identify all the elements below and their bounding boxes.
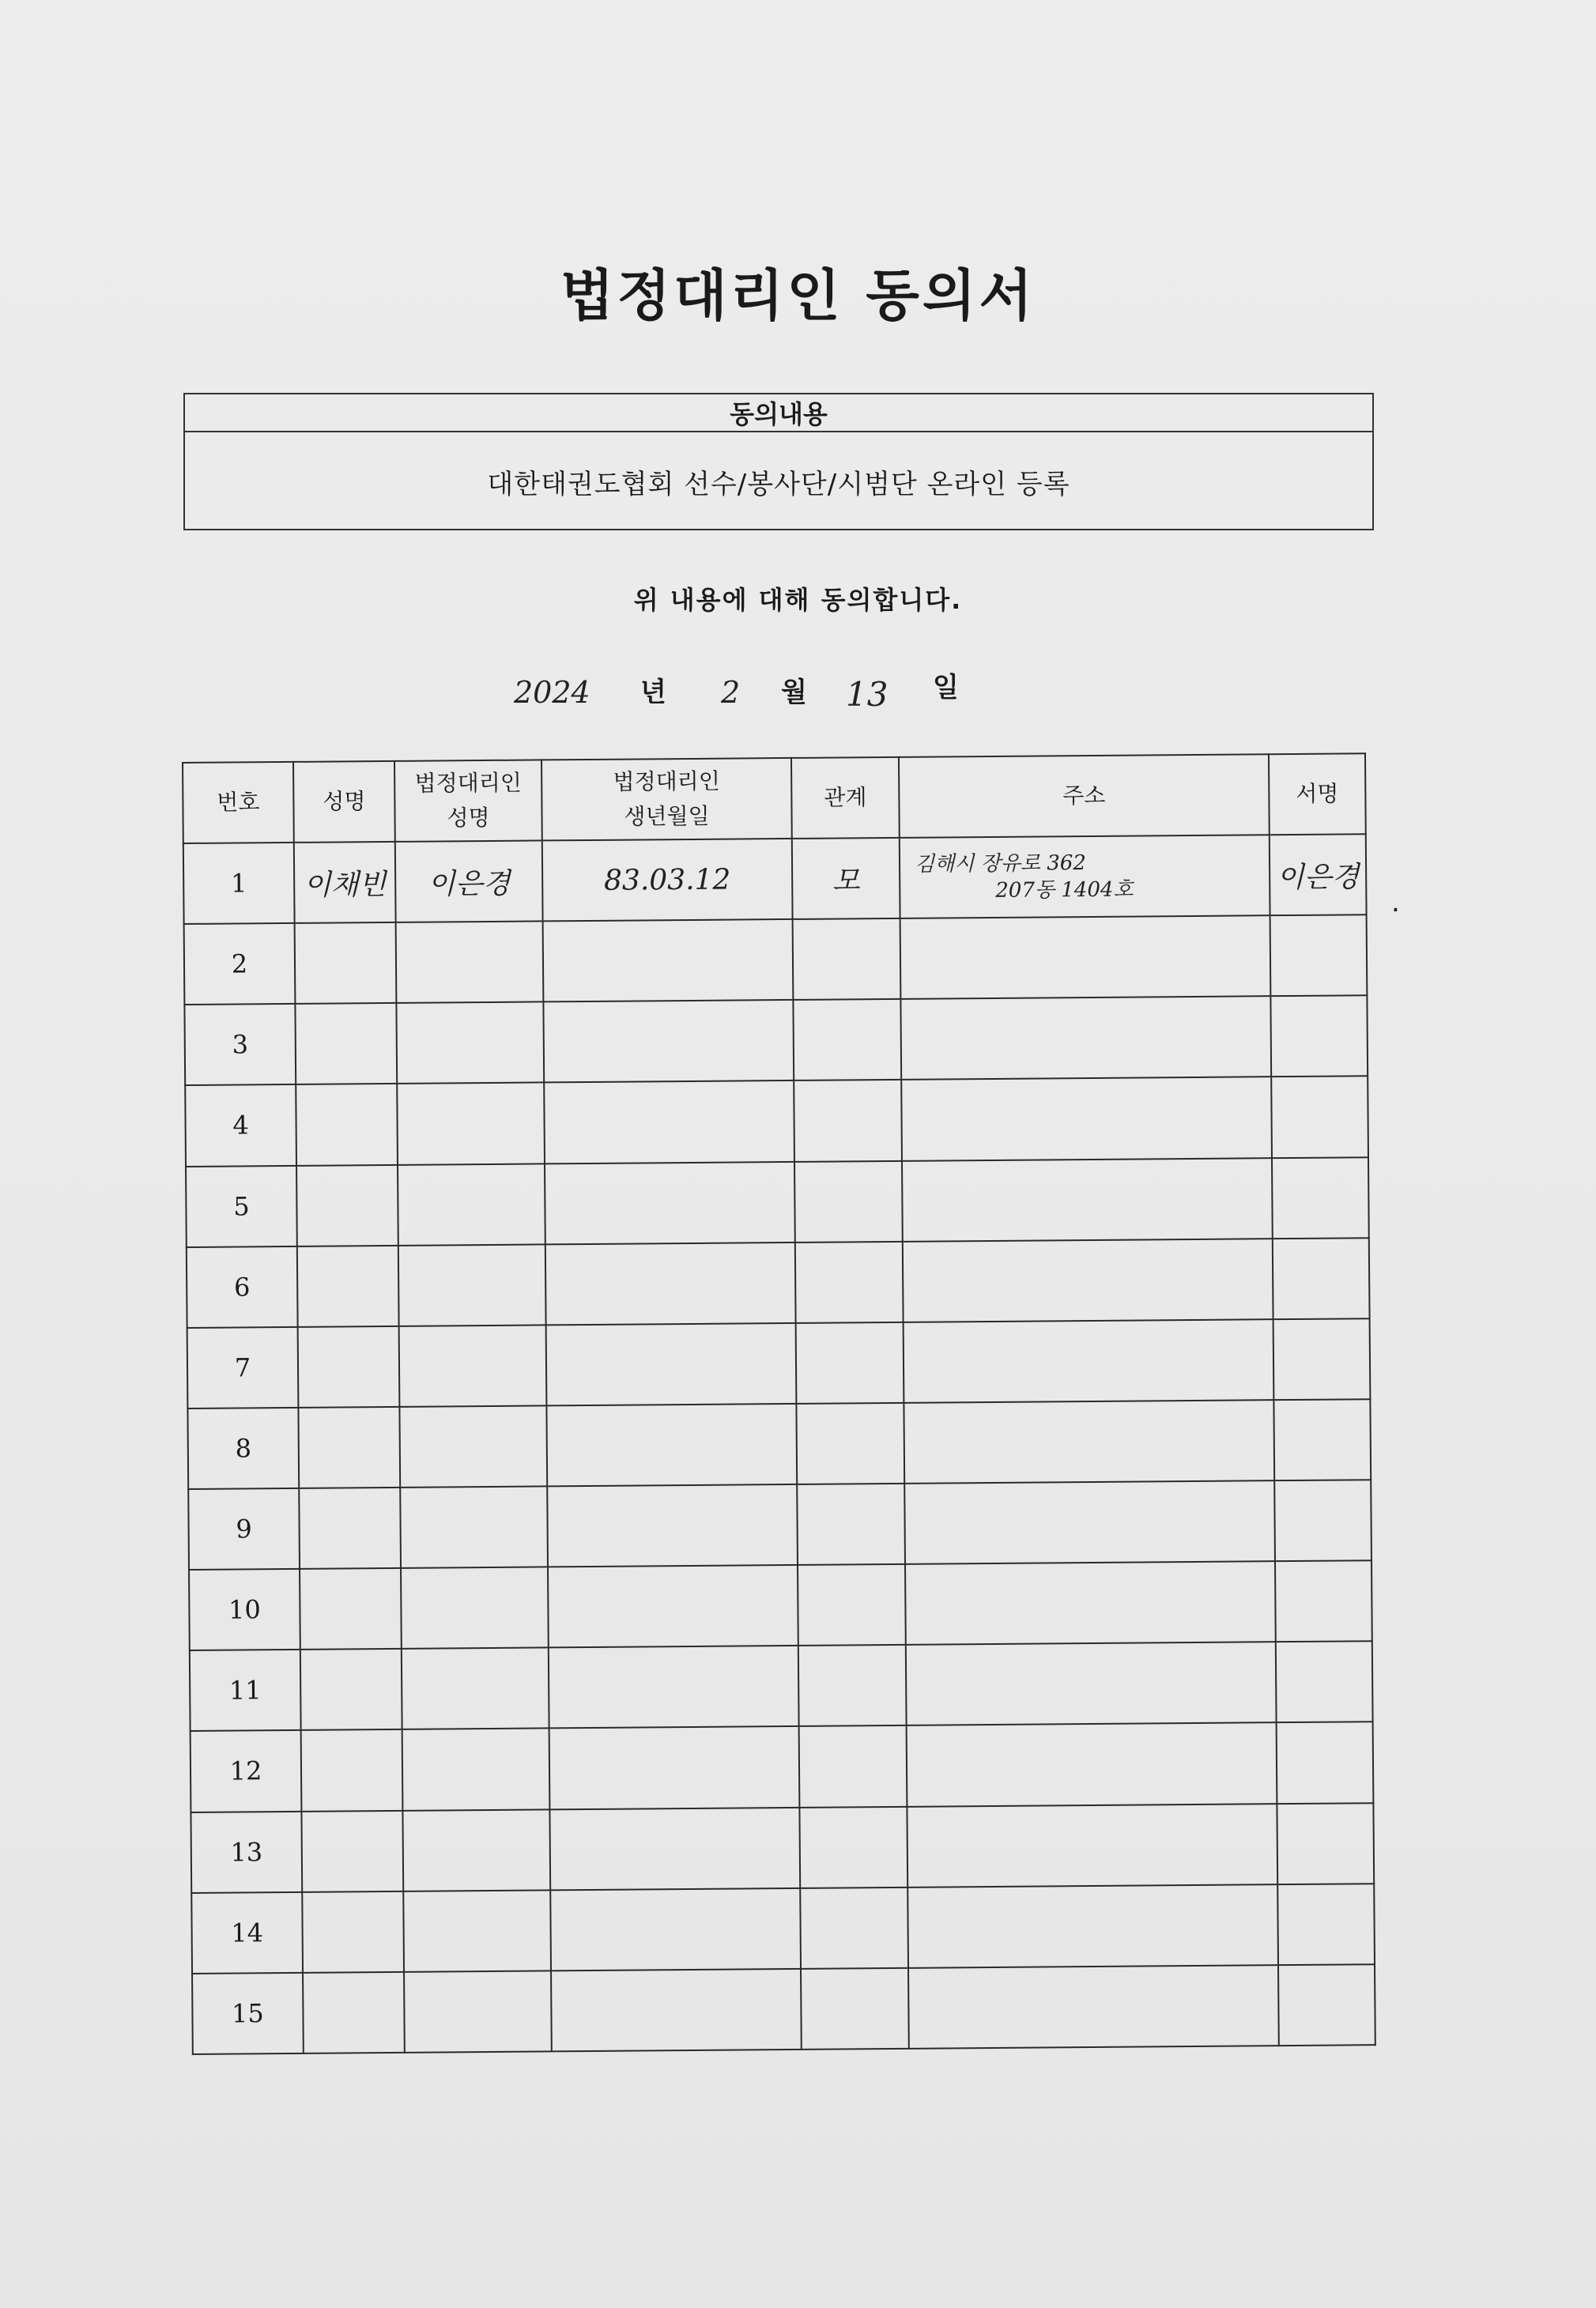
row-address bbox=[904, 1480, 1275, 1564]
row-name bbox=[300, 1649, 402, 1730]
row-signature bbox=[1277, 1803, 1374, 1884]
header-signature: 서명 bbox=[1269, 753, 1366, 835]
row-guardian-birth bbox=[545, 1243, 796, 1326]
address-line-2 bbox=[909, 2005, 1277, 2008]
address-line-2 bbox=[902, 1037, 1270, 1040]
consent-text: 대한태권도협회 선수/봉사단/시범단 온라인 등록 bbox=[487, 468, 1070, 500]
guardian-table bbox=[182, 752, 1375, 2055]
row-name bbox=[296, 1084, 398, 1165]
header-address: 주소 bbox=[899, 754, 1270, 838]
row-address bbox=[900, 835, 1270, 918]
row-guardian-birth bbox=[544, 1080, 794, 1163]
table-row bbox=[190, 1641, 1373, 1731]
address-line-1 bbox=[903, 1118, 1271, 1121]
header-no: 번호 bbox=[183, 762, 294, 843]
row-relation bbox=[796, 1322, 904, 1404]
row-signature bbox=[1271, 1077, 1368, 1158]
row-guardian-birth bbox=[547, 1484, 798, 1567]
row-guardian-name bbox=[396, 1002, 544, 1084]
row-guardian-birth bbox=[543, 1000, 794, 1083]
row-guardian-name bbox=[398, 1163, 545, 1246]
row-name: 이채빈 bbox=[294, 842, 396, 923]
table-row bbox=[183, 834, 1367, 924]
address-line-2 bbox=[907, 1763, 1276, 1767]
address-line-1 bbox=[906, 1521, 1274, 1524]
row-signature bbox=[1270, 915, 1368, 996]
date-line bbox=[514, 670, 1146, 718]
row-signature bbox=[1274, 1480, 1372, 1561]
date-year-value: 2024 bbox=[514, 675, 590, 710]
row-guardian-birth bbox=[551, 1969, 802, 2052]
row-guardian-name bbox=[399, 1405, 547, 1488]
table-header-row bbox=[183, 753, 1366, 843]
date-month-value: 2 bbox=[721, 675, 741, 710]
row-number: 5 bbox=[186, 1165, 297, 1246]
row-name bbox=[301, 1810, 403, 1891]
row-number: 13 bbox=[191, 1811, 302, 1892]
row-signature bbox=[1270, 995, 1368, 1077]
row-name bbox=[298, 1326, 400, 1408]
row-guardian-name bbox=[399, 1325, 547, 1407]
row-guardian-birth bbox=[546, 1323, 797, 1406]
address-line-1 bbox=[903, 1198, 1271, 1201]
row-signature bbox=[1277, 1722, 1374, 1804]
row-guardian-name bbox=[400, 1486, 548, 1568]
row-name bbox=[295, 922, 397, 1004]
row-signature bbox=[1273, 1238, 1370, 1319]
page-title: 법정대리인 동의서 bbox=[560, 263, 1036, 328]
row-address bbox=[900, 915, 1271, 999]
row-relation bbox=[793, 918, 901, 1000]
address-line-2 bbox=[904, 1360, 1273, 1363]
row-number: 11 bbox=[190, 1650, 301, 1731]
address-line-1 bbox=[907, 1682, 1275, 1685]
row-address bbox=[901, 1077, 1272, 1161]
row-signature bbox=[1278, 1964, 1375, 2046]
address-line-1 bbox=[902, 1037, 1270, 1040]
address-line-2 bbox=[901, 956, 1270, 959]
row-guardian-birth bbox=[549, 1726, 800, 1809]
date-month-label: 월 bbox=[781, 677, 807, 708]
address-line-1 bbox=[905, 1440, 1273, 1443]
table-row bbox=[191, 1803, 1374, 1893]
address-line-2 bbox=[904, 1279, 1272, 1282]
row-guardian-birth bbox=[549, 1807, 800, 1890]
row-guardian-name bbox=[397, 1083, 545, 1165]
row-number: 8 bbox=[187, 1408, 299, 1489]
header-name: 성명 bbox=[293, 761, 395, 843]
row-guardian-birth bbox=[550, 1888, 801, 1971]
row-number: 1 bbox=[183, 843, 295, 924]
table-row bbox=[191, 1722, 1374, 1812]
address-line-2 bbox=[908, 1844, 1277, 1847]
row-guardian-name bbox=[402, 1809, 550, 1891]
row-signature: 이은경 bbox=[1270, 834, 1367, 915]
row-relation bbox=[798, 1564, 906, 1646]
row-address bbox=[907, 1723, 1277, 1807]
table-row bbox=[185, 1077, 1368, 1167]
table-row bbox=[187, 1238, 1370, 1328]
row-relation: 모 bbox=[792, 838, 900, 919]
row-guardian-birth bbox=[548, 1565, 798, 1648]
row-number: 3 bbox=[184, 1004, 296, 1085]
row-address bbox=[907, 1804, 1277, 1888]
row-name bbox=[297, 1245, 399, 1326]
row-name bbox=[300, 1568, 402, 1650]
row-guardian-birth: 83.03.12 bbox=[542, 839, 793, 922]
row-relation bbox=[801, 1968, 909, 2050]
table-row bbox=[186, 1157, 1369, 1247]
row-relation bbox=[796, 1403, 904, 1484]
table-row bbox=[191, 1884, 1375, 1974]
row-guardian-name bbox=[401, 1567, 549, 1650]
table-row bbox=[192, 1964, 1375, 2054]
row-relation bbox=[799, 1806, 907, 1888]
row-guardian-name bbox=[398, 1244, 546, 1326]
address-line-2 bbox=[903, 1198, 1271, 1201]
row-signature bbox=[1273, 1399, 1371, 1480]
row-guardian-birth bbox=[543, 919, 794, 1002]
date-day-label: 일 bbox=[933, 672, 959, 703]
date-day-value: 13 bbox=[846, 675, 889, 714]
row-relation bbox=[794, 1160, 903, 1242]
row-name bbox=[295, 1003, 397, 1084]
address-line-1 bbox=[909, 1925, 1277, 1928]
row-signature bbox=[1275, 1560, 1372, 1642]
row-guardian-birth bbox=[545, 1161, 795, 1244]
address-line-2 bbox=[906, 1601, 1274, 1605]
row-relation bbox=[794, 1080, 902, 1161]
header-relation: 관계 bbox=[791, 757, 900, 839]
header-guardian-birth: 법정대리인 생년월일 bbox=[541, 758, 792, 840]
address-line-1 bbox=[908, 1844, 1277, 1847]
table-row bbox=[187, 1399, 1371, 1489]
stray-mark: . bbox=[1391, 887, 1400, 918]
row-address bbox=[902, 1158, 1273, 1242]
row-address bbox=[904, 1319, 1274, 1403]
row-address bbox=[904, 1400, 1274, 1484]
table-row bbox=[187, 1318, 1371, 1409]
address-line-1 bbox=[904, 1279, 1272, 1282]
row-relation bbox=[798, 1645, 907, 1726]
row-address bbox=[906, 1642, 1277, 1725]
row-address bbox=[903, 1239, 1273, 1322]
address-line-1 bbox=[909, 2005, 1277, 2008]
table-row bbox=[188, 1480, 1372, 1570]
row-guardian-name: 이은경 bbox=[395, 840, 543, 922]
row-guardian-birth bbox=[546, 1404, 797, 1487]
row-address bbox=[905, 1561, 1276, 1645]
row-guardian-birth bbox=[549, 1646, 799, 1729]
address-line-1 bbox=[907, 1763, 1276, 1767]
row-signature bbox=[1276, 1641, 1373, 1722]
row-guardian-name bbox=[402, 1648, 549, 1730]
row-guardian-name bbox=[402, 1729, 550, 1811]
row-name bbox=[302, 1891, 404, 1972]
address-line-1 bbox=[906, 1601, 1274, 1605]
row-number: 2 bbox=[184, 923, 296, 1005]
row-number: 10 bbox=[189, 1569, 300, 1650]
address-line-2 bbox=[909, 1925, 1277, 1928]
row-signature bbox=[1277, 1884, 1375, 1965]
row-signature bbox=[1273, 1318, 1371, 1400]
row-name bbox=[299, 1488, 401, 1569]
row-number: 7 bbox=[187, 1327, 299, 1409]
row-relation bbox=[799, 1725, 907, 1807]
row-address bbox=[908, 1965, 1279, 2049]
row-name bbox=[303, 1972, 405, 2053]
row-number: 9 bbox=[188, 1488, 300, 1570]
address-line-2 bbox=[903, 1118, 1271, 1121]
row-relation bbox=[797, 1484, 905, 1565]
row-guardian-name bbox=[404, 1970, 552, 2053]
address-line-2 bbox=[905, 1440, 1273, 1443]
address-line-2: 207동 1404호 bbox=[995, 877, 1134, 903]
row-name bbox=[296, 1164, 398, 1246]
address-line-1 bbox=[901, 956, 1270, 959]
table-row bbox=[189, 1560, 1372, 1650]
row-number: 15 bbox=[192, 1973, 304, 2054]
table-row bbox=[184, 915, 1368, 1005]
date-year-label: 년 bbox=[640, 677, 666, 708]
consent-header: 동의내용 bbox=[185, 394, 1372, 432]
address-line-2 bbox=[907, 1682, 1275, 1685]
row-name bbox=[301, 1729, 403, 1811]
row-address bbox=[907, 1884, 1278, 1968]
address-line-2 bbox=[906, 1521, 1274, 1524]
row-guardian-name bbox=[403, 1890, 551, 1972]
row-name bbox=[298, 1407, 400, 1488]
row-number: 6 bbox=[187, 1246, 298, 1327]
row-guardian-name bbox=[396, 922, 544, 1004]
address-line-1 bbox=[904, 1360, 1273, 1363]
row-address bbox=[900, 996, 1271, 1080]
header-guardian-name: 법정대리인 성명 bbox=[394, 760, 542, 841]
row-relation bbox=[795, 1241, 904, 1322]
row-relation bbox=[793, 999, 901, 1080]
row-number: 12 bbox=[191, 1730, 302, 1812]
address-line-1: 김해시 장유로 362 bbox=[914, 851, 1087, 877]
row-number: 4 bbox=[185, 1084, 296, 1166]
row-number: 14 bbox=[191, 1891, 303, 1973]
row-signature bbox=[1272, 1157, 1369, 1239]
table-row bbox=[184, 995, 1368, 1085]
consent-box bbox=[183, 393, 1374, 530]
row-relation bbox=[800, 1887, 908, 1968]
agree-statement: 위 내용에 대해 동의합니다. bbox=[633, 585, 963, 615]
